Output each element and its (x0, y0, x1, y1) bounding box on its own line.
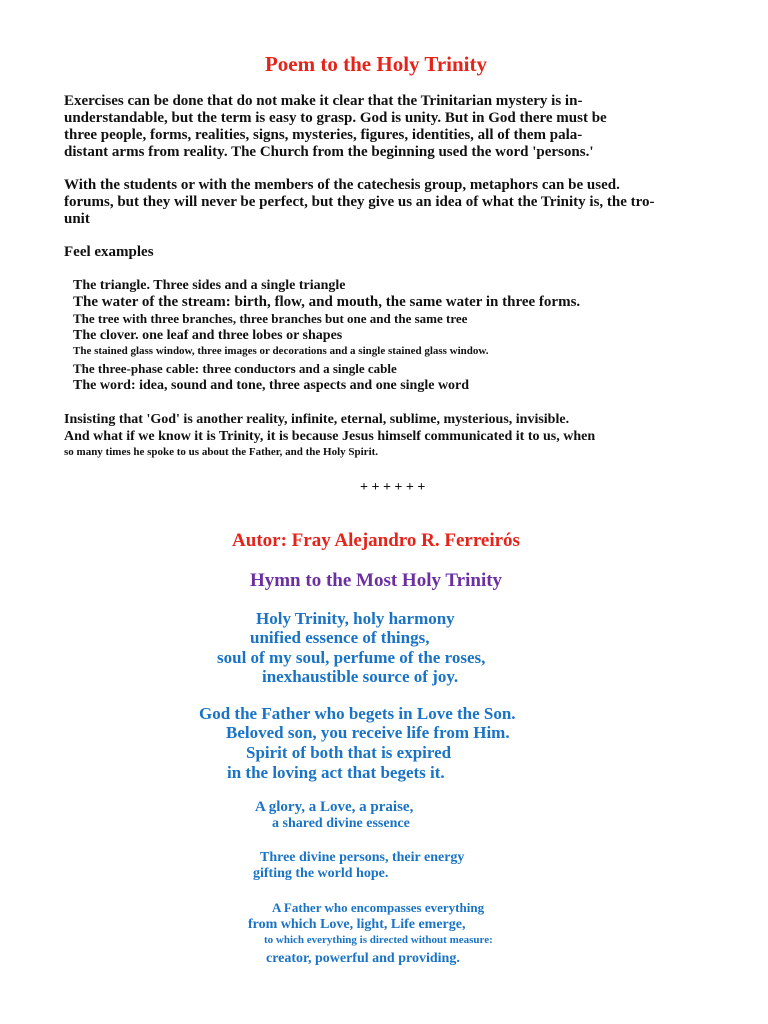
verse-line: A Father who encompasses everything (272, 900, 485, 915)
example-item: The three-phase cable: three conductors and a single cable (73, 361, 397, 376)
example-item: The clover. one leaf and three lobes or shapes (73, 328, 343, 343)
examples-heading: Feel examples (64, 244, 154, 260)
verse-line: from which Love, light, Life emerge, (248, 917, 466, 932)
example-item: The stained glass window, three images or decorations and a single stained glass window. (73, 345, 489, 357)
verse-line: creator, powerful and providing. (266, 951, 460, 966)
closing-line: so many times he spoke to us about the Father, and the Holy Spirit. (64, 446, 379, 458)
author-line: Autor: Fray Alejandro R. Ferreirós (232, 530, 520, 551)
verse-line: God the Father who begets in Love the Son. (199, 704, 516, 723)
verse-line: soul of my soul, perfume of the roses, (217, 648, 486, 667)
verse-line: Three divine persons, their energy (260, 850, 465, 865)
verse-line: gifting the world hope. (253, 866, 389, 881)
page-title: Poem to the Holy Trinity (264, 52, 488, 76)
verse-line: to which everything is directed without measure: (264, 934, 493, 946)
closing-line: Insisting that 'God' is another reality, infinite, eternal, sublime, mysterious, invisible. (64, 412, 570, 427)
verse-line: Holy Trinity, holy harmony (256, 609, 455, 628)
verse-line: Beloved son, you receive life from Him. (226, 723, 510, 742)
closing-line: And what if we know it is Trinity, it is because Jesus himself communicated it to us, when (64, 429, 596, 444)
metaphors-line: With the students or with the members of the catechesis group, metaphors can be used. (64, 177, 620, 193)
verse-line: inexhaustible source of joy. (262, 667, 459, 686)
verse-line: in the loving act that begets it. (227, 763, 445, 782)
intro-line: understandable, but the term is easy to grasp. God is unity. But in God there must be (64, 110, 607, 126)
example-item: The tree with three branches, three branches but one and the same tree (73, 311, 468, 326)
metaphors-line: unit (64, 211, 90, 227)
example-item: The word: idea, sound and tone, three aspects and one single word (73, 378, 470, 393)
separator: + + + + + + (360, 480, 426, 495)
verse-line: Spirit of both that is expired (246, 743, 452, 762)
intro-line: Exercises can be done that do not make it clear that the Trinitarian mystery is in- (64, 93, 583, 109)
intro-line: distant arms from reality. The Church from the beginning used the word 'persons.' (64, 144, 594, 160)
metaphors-line: forums, but they will never be perfect, but they give us an idea of what the Trinity is, the tro- (64, 194, 655, 210)
hymn-title: Hymn to the Most Holy Trinity (249, 570, 503, 591)
verse-line: A glory, a Love, a praise, (255, 799, 414, 815)
example-item: The water of the stream: birth, flow, and mouth, the same water in three forms. (73, 294, 581, 310)
intro-line: three people, forms, realities, signs, mysteries, figures, identities, all of them pala- (64, 127, 583, 143)
example-item: The triangle. Three sides and a single triangle (73, 278, 346, 293)
verse-line: a shared divine essence (272, 816, 410, 831)
verse-line: unified essence of things, (250, 628, 430, 647)
